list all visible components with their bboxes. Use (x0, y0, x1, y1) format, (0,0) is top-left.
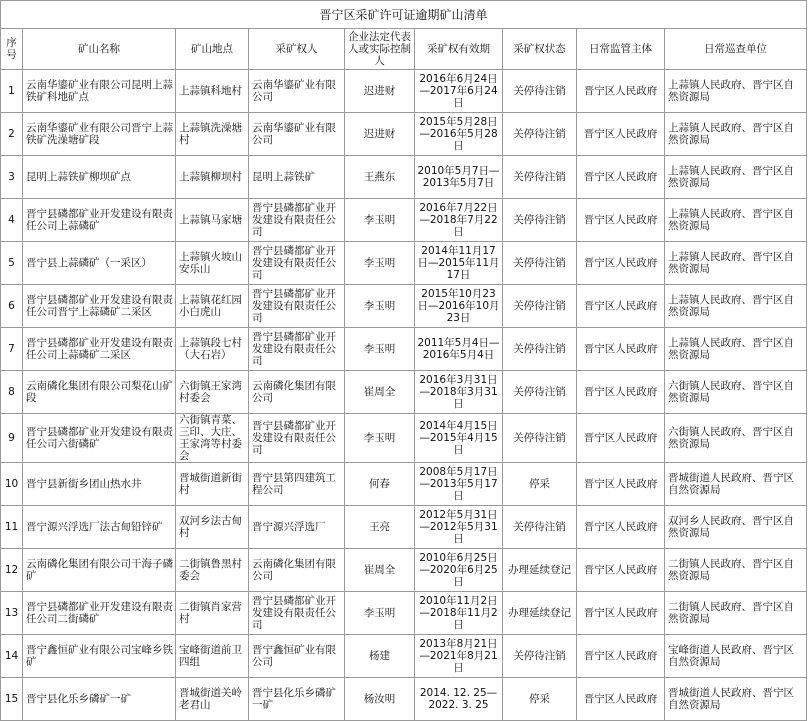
cell-supervisor[interactable]: 晋宁区人民政府 (577, 285, 665, 328)
cell-right-status[interactable]: 停采 (503, 463, 577, 506)
cell-supervisor[interactable]: 晋宁区人民政府 (577, 70, 665, 113)
cell-mine-location[interactable]: 上蒜镇马家塘 (176, 199, 249, 242)
cell-right-status[interactable]: 关停待注销 (503, 285, 577, 328)
cell-right-status[interactable]: 关停待注销 (503, 328, 577, 371)
cell-mine-name[interactable]: 晋宁县磷都矿业开发建设有限责任公司六街磷矿 (23, 414, 176, 463)
cell-inspector[interactable]: 上蒜镇人民政府、晋宁区自然资源局 (665, 156, 807, 199)
cell-supervisor[interactable]: 晋宁区人民政府 (577, 592, 665, 635)
cell-right-status[interactable]: 关停待注销 (503, 414, 577, 463)
table-row (1, 328, 807, 371)
cell-mine-name[interactable]: 昆明上蒜铁矿柳坝矿点 (23, 156, 176, 199)
cell-inspector[interactable]: 六街镇人民政府、晋宁区自然资源局 (665, 414, 807, 463)
cell-mine-name[interactable]: 晋宁鑫恒矿业有限公司宝峰乡铁矿 (23, 635, 176, 678)
cell-mine-name[interactable]: 晋宁县磷都矿业开发建设有限责任公司上蒜磷矿 (23, 199, 176, 242)
cell-validity-period[interactable]: 2012年5月31日—2012年5月31日 (415, 506, 503, 549)
cell-right-holder[interactable]: 云南磷化集团有限公司 (249, 371, 345, 414)
cell-legal-person[interactable]: 迟进财 (345, 113, 415, 156)
cell-mine-name[interactable]: 晋宁县化乐乡磷矿一矿 (23, 678, 176, 721)
table-row (1, 156, 807, 199)
cell-no[interactable]: 11 (1, 506, 23, 549)
cell-mine-location[interactable]: 上蒜镇花红园小白虎山 (176, 285, 249, 328)
cell-validity-period[interactable]: 2014年11月17日—2015年11月17日 (415, 242, 503, 285)
cell-no[interactable]: 2 (1, 113, 23, 156)
cell-mine-location[interactable]: 六街镇王家湾村委会 (176, 371, 249, 414)
cell-mine-location[interactable]: 上蒜镇科地村 (176, 70, 249, 113)
cell-supervisor[interactable]: 晋宁区人民政府 (577, 371, 665, 414)
table-row (1, 242, 807, 285)
cell-legal-person[interactable]: 李玉明 (345, 414, 415, 463)
cell-legal-person[interactable]: 崔周全 (345, 371, 415, 414)
cell-legal-person[interactable]: 杨建 (345, 635, 415, 678)
cell-validity-period[interactable]: 2013年8月21日—2021年8月21日 (415, 635, 503, 678)
cell-validity-period[interactable]: 2014. 12. 25—2022. 3. 25 (415, 678, 503, 721)
cell-mine-location[interactable]: 上蒜镇洗澡塘村 (176, 113, 249, 156)
header-inspector[interactable]: 日常巡查单位 (665, 29, 807, 70)
table-row (1, 199, 807, 242)
cell-mine-name[interactable]: 云南华鎏矿业有限公司昆明上蒜铁矿科地矿点 (23, 70, 176, 113)
cell-no[interactable]: 15 (1, 678, 23, 721)
cell-legal-person[interactable]: 李玉明 (345, 328, 415, 371)
cell-inspector[interactable]: 上蒜镇人民政府、晋宁区自然资源局 (665, 242, 807, 285)
cell-right-status[interactable]: 办理延续登记 (503, 549, 577, 592)
header-no[interactable]: 序号 (1, 29, 23, 70)
cell-no[interactable]: 6 (1, 285, 23, 328)
cell-no[interactable]: 14 (1, 635, 23, 678)
cell-inspector[interactable]: 六街镇人民政府、晋宁区自然资源局 (665, 371, 807, 414)
cell-inspector[interactable]: 上蒜镇人民政府、晋宁区自然资源局 (665, 70, 807, 113)
cell-mine-name[interactable]: 云南磷化集团有限公司干海子磷矿 (23, 549, 176, 592)
cell-no[interactable]: 8 (1, 371, 23, 414)
cell-legal-person[interactable]: 李玉明 (345, 199, 415, 242)
cell-validity-period[interactable]: 2010年5月7日—2013年5月7日 (415, 156, 503, 199)
cell-validity-period[interactable]: 2016年6月24日—2017年6月24日 (415, 70, 503, 113)
cell-validity-period[interactable]: 2014年4月15日—2015年4月15日 (415, 414, 503, 463)
cell-legal-person[interactable]: 王亮 (345, 506, 415, 549)
cell-mine-name[interactable]: 云南磷化集团有限公司梨花山矿段 (23, 371, 176, 414)
cell-supervisor[interactable]: 晋宁区人民政府 (577, 156, 665, 199)
cell-right-holder[interactable]: 晋宁县第四建筑工程公司 (249, 463, 345, 506)
cell-mine-location[interactable]: 晋城街道关岭老君山 (176, 678, 249, 721)
cell-right-holder[interactable]: 晋宁县磷都矿业开发建设有限责任公司 (249, 328, 345, 371)
cell-right-holder[interactable]: 昆明上蒜铁矿 (249, 156, 345, 199)
table-title[interactable]: 晋宁区采矿许可证逾期矿山清单 (1, 1, 807, 29)
cell-inspector[interactable]: 晋城街道人民政府、晋宁区自然资源局 (665, 463, 807, 506)
cell-right-holder[interactable]: 云南华鎏矿业有限公司 (249, 70, 345, 113)
cell-inspector[interactable]: 上蒜镇人民政府、晋宁区自然资源局 (665, 199, 807, 242)
cell-mine-name[interactable]: 晋宁县磷都矿业开发建设有限责任公司上蒜磷矿二采区 (23, 328, 176, 371)
cell-right-holder[interactable]: 晋宁鑫恒矿业有限公司 (249, 635, 345, 678)
cell-validity-period[interactable]: 2008年5月17日—2013年5月17日 (415, 463, 503, 506)
cell-inspector[interactable]: 晋城街道人民政府、晋宁区自然资源局 (665, 678, 807, 721)
cell-right-holder[interactable]: 晋宁县磷都矿业开发建设有限责任公司 (249, 592, 345, 635)
table-row (1, 463, 807, 506)
cell-mine-name[interactable]: 晋宁源兴浮选厂法古甸铅锌矿 (23, 506, 176, 549)
cell-mine-location[interactable]: 双河乡法古甸村 (176, 506, 249, 549)
cell-right-holder[interactable]: 晋宁县化乐乡磷矿一矿 (249, 678, 345, 721)
cell-validity-period[interactable]: 2015年5月28日—2016年5月28日 (415, 113, 503, 156)
cell-right-holder[interactable]: 晋宁县磷都矿业开发建设有限责任公司 (249, 242, 345, 285)
cell-legal-person[interactable]: 李玉明 (345, 242, 415, 285)
table-row (1, 592, 807, 635)
header-right-holder[interactable]: 采矿权人 (249, 29, 345, 70)
cell-legal-person[interactable]: 杨汝明 (345, 678, 415, 721)
header-right-status[interactable]: 采矿权状态 (503, 29, 577, 70)
cell-mine-location[interactable]: 上蒜镇火坡山安乐山 (176, 242, 249, 285)
table-row (1, 70, 807, 113)
cell-mine-name[interactable]: 晋宁县新街乡团山热水井 (23, 463, 176, 506)
table-row (1, 506, 807, 549)
table-row (1, 371, 807, 414)
cell-mine-location[interactable]: 二街镇肖家营村 (176, 592, 249, 635)
cell-inspector[interactable]: 二街镇人民政府、晋宁区自然资源局 (665, 592, 807, 635)
table-row (1, 635, 807, 678)
cell-no[interactable]: 10 (1, 463, 23, 506)
cell-right-holder[interactable]: 晋宁县磷都矿业开发建设有限责任公司 (249, 414, 345, 463)
cell-mine-location[interactable]: 六街镇青菜、三印、大庄、王家湾等村委会 (176, 414, 249, 463)
header-mine-location[interactable]: 矿山地点 (176, 29, 249, 70)
cell-right-holder[interactable]: 云南华鎏矿业有限公司 (249, 113, 345, 156)
cell-right-status[interactable]: 关停待注销 (503, 113, 577, 156)
cell-no[interactable]: 5 (1, 242, 23, 285)
cell-legal-person[interactable]: 迟进财 (345, 70, 415, 113)
cell-supervisor[interactable]: 晋宁区人民政府 (577, 113, 665, 156)
cell-validity-period[interactable]: 2015年10月23日—2016年10月23日 (415, 285, 503, 328)
cell-validity-period[interactable]: 2010年11月2日—2018年11月2日 (415, 592, 503, 635)
cell-legal-person[interactable]: 李玉明 (345, 592, 415, 635)
cell-no[interactable]: 1 (1, 70, 23, 113)
header-supervisor[interactable]: 日常监管主体 (577, 29, 665, 70)
cell-mine-location[interactable]: 晋城街道新街村 (176, 463, 249, 506)
cell-right-status[interactable]: 关停待注销 (503, 371, 577, 414)
cell-supervisor[interactable]: 晋宁区人民政府 (577, 635, 665, 678)
cell-supervisor[interactable]: 晋宁区人民政府 (577, 328, 665, 371)
cell-right-status[interactable]: 关停待注销 (503, 156, 577, 199)
header-row (1, 29, 807, 70)
cell-legal-person[interactable]: 王燕东 (345, 156, 415, 199)
cell-right-status[interactable]: 关停待注销 (503, 70, 577, 113)
cell-mine-location[interactable]: 二街镇鲁黑村委会 (176, 549, 249, 592)
cell-validity-period[interactable]: 2011年5月4日—2016年5月4日 (415, 328, 503, 371)
cell-mine-location[interactable]: 宝峰街道前卫四组 (176, 635, 249, 678)
cell-supervisor[interactable]: 晋宁区人民政府 (577, 242, 665, 285)
cell-right-status[interactable]: 关停待注销 (503, 242, 577, 285)
cell-supervisor[interactable]: 晋宁区人民政府 (577, 199, 665, 242)
cell-legal-person[interactable]: 崔周全 (345, 549, 415, 592)
cell-mine-name[interactable]: 晋宁县上蒜磷矿（一采区） (23, 242, 176, 285)
table-row (1, 549, 807, 592)
header-legal-person[interactable]: 企业法定代表人或实际控制人 (345, 29, 415, 70)
table-row (1, 113, 807, 156)
cell-right-status[interactable]: 停采 (503, 678, 577, 721)
cell-inspector[interactable]: 上蒜镇人民政府、晋宁区自然资源局 (665, 113, 807, 156)
cell-no[interactable]: 13 (1, 592, 23, 635)
table-row (1, 414, 807, 463)
cell-no[interactable]: 9 (1, 414, 23, 463)
table-row (1, 285, 807, 328)
cell-no[interactable]: 12 (1, 549, 23, 592)
header-mine-name[interactable]: 矿山名称 (23, 29, 176, 70)
cell-right-holder[interactable]: 晋宁源兴浮选厂 (249, 506, 345, 549)
cell-legal-person[interactable]: 李玉明 (345, 285, 415, 328)
header-validity-period[interactable]: 采矿权有效期 (415, 29, 503, 70)
cell-inspector[interactable]: 宝峰街道人民政府、晋宁区自然资源局 (665, 635, 807, 678)
cell-inspector[interactable]: 上蒜镇人民政府、晋宁区自然资源局 (665, 285, 807, 328)
cell-legal-person[interactable]: 何春 (345, 463, 415, 506)
cell-supervisor[interactable]: 晋宁区人民政府 (577, 549, 665, 592)
cell-validity-period[interactable]: 2010年6月25日—2020年6月25日 (415, 549, 503, 592)
cell-mine-location[interactable]: 上蒜镇柳坝村 (176, 156, 249, 199)
cell-supervisor[interactable]: 晋宁区人民政府 (577, 506, 665, 549)
title-row (1, 1, 807, 29)
cell-mine-name[interactable]: 云南华鎏矿业有限公司晋宁上蒜铁矿洗澡塘矿段 (23, 113, 176, 156)
cell-right-status[interactable]: 办理延续登记 (503, 592, 577, 635)
cell-supervisor[interactable]: 晋宁区人民政府 (577, 463, 665, 506)
cell-supervisor[interactable]: 晋宁区人民政府 (577, 414, 665, 463)
cell-mine-name[interactable]: 晋宁县磷都矿业开发建设有限责任公司二街磷矿 (23, 592, 176, 635)
cell-validity-period[interactable]: 2016年3月31日—2018年3月31日 (415, 371, 503, 414)
cell-no[interactable]: 7 (1, 328, 23, 371)
cell-right-status[interactable]: 关停待注销 (503, 635, 577, 678)
cell-validity-period[interactable]: 2016年7月22日—2018年7月22日 (415, 199, 503, 242)
cell-supervisor[interactable]: 晋宁区人民政府 (577, 678, 665, 721)
cell-inspector[interactable]: 二街镇人民政府、晋宁区自然资源局 (665, 549, 807, 592)
cell-right-holder[interactable]: 晋宁县磷都矿业开发建设有限责任公司 (249, 285, 345, 328)
cell-inspector[interactable]: 上蒜镇人民政府、晋宁区自然资源局 (665, 328, 807, 371)
cell-no[interactable]: 4 (1, 199, 23, 242)
cell-right-status[interactable]: 关停待注销 (503, 199, 577, 242)
cell-no[interactable]: 3 (1, 156, 23, 199)
cell-right-status[interactable]: 关停待注销 (503, 506, 577, 549)
table-row (1, 678, 807, 721)
cell-inspector[interactable]: 双河乡人民政府、晋宁区自然资源局 (665, 506, 807, 549)
cell-right-holder[interactable]: 晋宁县磷都矿业开发建设有限责任公司 (249, 199, 345, 242)
cell-mine-location[interactable]: 上蒜镇段七村（大石岩） (176, 328, 249, 371)
cell-mine-name[interactable]: 晋宁县磷都矿业开发建设有限责任公司晋宁上蒜磷矿二采区 (23, 285, 176, 328)
cell-right-holder[interactable]: 云南磷化集团有限公司 (249, 549, 345, 592)
